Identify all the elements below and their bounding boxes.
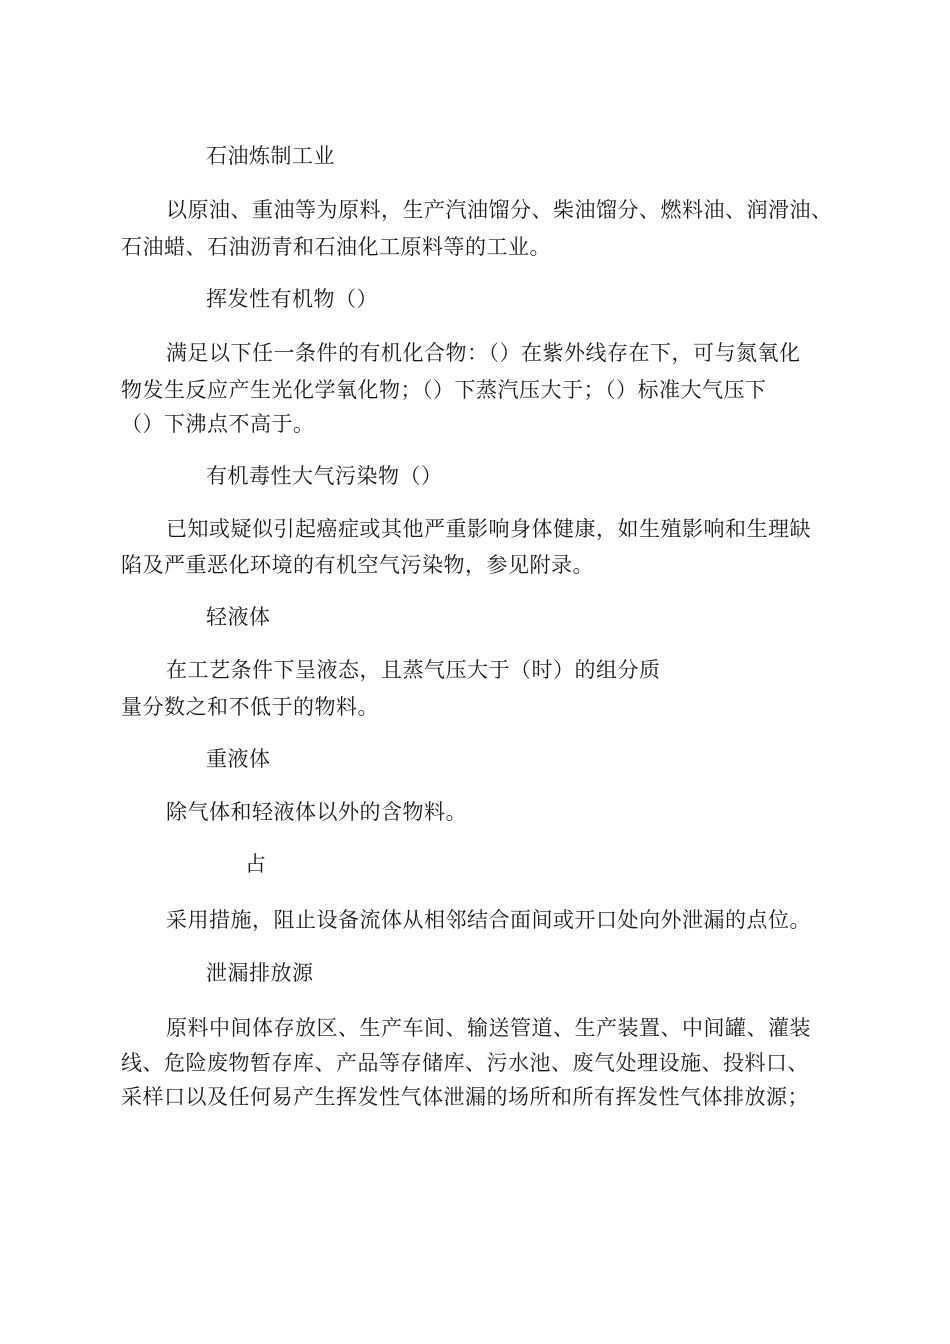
definition-line: 采用措施，阻止设备流体从相邻结合面间或开口处向外泄漏的点位。 — [166, 908, 811, 932]
term-heading: 石油炼制工业 — [206, 144, 335, 168]
definition-line: （）下沸点不高于。 — [121, 412, 315, 436]
definition-line: 在工艺条件下呈液态，且蒸气压大于（时）的组分质 — [166, 658, 661, 682]
definition-line: 原料中间体存放区、生产车间、输送管道、生产装置、中间罐、灌装 — [166, 1016, 811, 1040]
term-heading: 占 — [245, 852, 267, 876]
term-heading: 重液体 — [206, 747, 271, 771]
definition-line: 满足以下任一条件的有机化合物：（）在紫外线存在下，可与氮氧化 — [166, 341, 801, 365]
definition-line: 采样口以及任何易产生挥发性气体泄漏的场所和所有挥发性气体排放源； — [121, 1085, 809, 1109]
definition-line: 物发生反应产生光化学氧化物；（）下蒸汽压大于；（）标准大气压下 — [121, 378, 767, 402]
definition-line: 陷及严重恶化环境的有机空气污染物，参见附录。 — [121, 553, 594, 577]
definition-line: 线、危险废物暂存库、产品等存储库、污水池、废气处理设施、投料口、 — [121, 1051, 809, 1075]
definition-line: 量分数之和不低于的物料。 — [121, 695, 379, 719]
definition-line: 以原油、重油等为原料，生产汽油馏分、柴油馏分、燃料油、润滑油、 — [166, 198, 833, 222]
term-heading: 挥发性有机物（） — [206, 287, 378, 311]
term-heading: 有机毒性大气污染物（） — [206, 464, 443, 488]
term-heading: 泄漏排放源 — [206, 961, 314, 985]
term-heading: 轻液体 — [206, 605, 271, 629]
definition-line: 已知或疑似引起癌症或其他严重影响身体健康，如生殖影响和生理缺 — [166, 517, 811, 541]
definition-line: 除气体和轻液体以外的含物料。 — [166, 800, 467, 824]
definition-line: 石油蜡、石油沥青和石油化工原料等的工业。 — [121, 235, 551, 259]
